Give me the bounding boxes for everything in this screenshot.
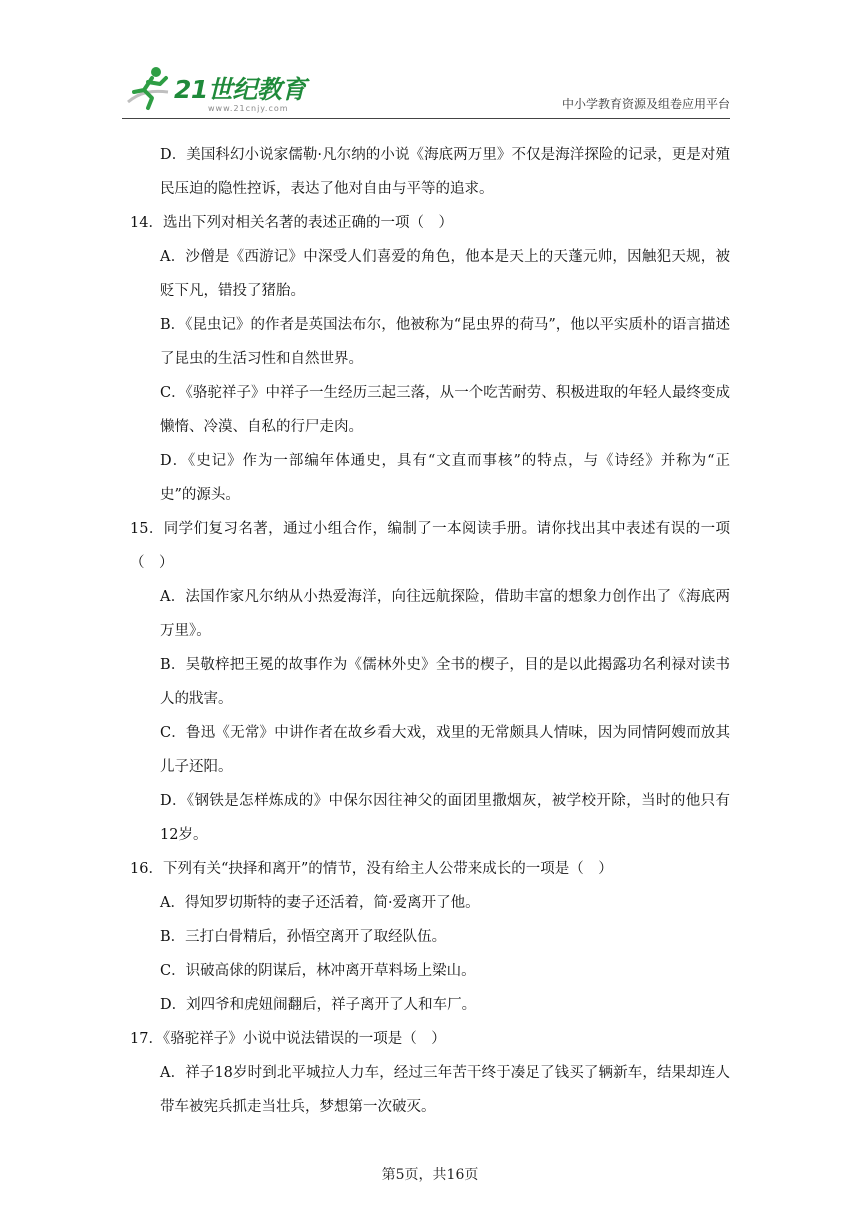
question-14: 14．选出下列对相关名著的表述正确的一项（ ） [130, 215, 453, 231]
question-17: 17．《骆驼祥子》小说中说法错误的一项是（ ） [130, 1031, 446, 1047]
logo [122, 62, 322, 122]
question-15: 15．同学们复习名著，通过小组合作，编制了一本阅读手册。请你找出其中表述有误的一项（ ） [130, 521, 730, 571]
option-15-c: C．鲁迅《无常》中讲作者在故乡看大戏，戏里的无常颇具人情味，因为同情阿嫂而放其儿子还阳。 [160, 725, 730, 775]
page-header [0, 0, 860, 130]
page-number: 第5页，共16页 [381, 1167, 479, 1183]
logo-text: 21世纪教育 [174, 75, 306, 104]
option-16-a: A．得知罗切斯特的妻子还活着，简·爱离开了他。 [160, 895, 480, 911]
option-14-c: C．《骆驼祥子》中祥子一生经历三起三落，从一个吃苦耐劳、积极进取的年轻人最终变成懒惰、冷漠、自私的行尸走肉。 [160, 385, 730, 435]
header-divider [122, 118, 730, 119]
option-13-d: D．美国科幻小说家儒勒·凡尔纳的小说《海底两万里》不仅是海洋探险的记录，更是对殖民压迫的隐性控诉，表达了他对自由与平等的追求。 [160, 147, 730, 197]
option-15-a: A．法国作家凡尔纳从小热爱海洋，向往远航探险，借助丰富的想象力创作出了《海底两万里》。 [160, 589, 730, 639]
question-16: 16．下列有关“抉择和离开”的情节，没有给主人公带来成长的一项是（ ） [130, 861, 613, 877]
option-16-c: C．识破高俅的阴谋后，林冲离开草料场上梁山。 [160, 963, 476, 979]
logo-url: www.21cnjy.com [208, 104, 289, 113]
option-14-d: D．《史记》作为一部编年体通史，具有“文直而事核”的特点，与《诗经》并称为“正史”的源头。 [160, 453, 730, 503]
option-14-b: B．《昆虫记》的作者是英国法布尔，他被称为“昆虫界的荷马”，他以平实质朴的语言描述了昆虫的生活习性和自然世界。 [160, 317, 730, 367]
runner-logo-icon [122, 62, 182, 118]
platform-name: 中小学教育资源及组卷应用平台 [561, 97, 730, 111]
question-content [130, 138, 730, 1124]
option-16-b: B．三打白骨精后，孙悟空离开了取经队伍。 [160, 929, 447, 945]
option-16-d: D．刘四爷和虎妞闹翻后，祥子离开了人和车厂。 [160, 997, 477, 1013]
option-14-a: A．沙僧是《西游记》中深受人们喜爱的角色，他本是天上的天蓬元帅，因触犯天规，被贬下凡，错投了猪胎。 [160, 249, 730, 299]
option-15-d: D．《钢铁是怎样炼成的》中保尔因往神父的面团里撒烟灰，被学校开除，当时的他只有12岁。 [160, 793, 730, 843]
option-17-a: A．祥子18岁时到北平城拉人力车，经过三年苦干终于凑足了钱买了辆新车，结果却连人带车被宪兵抓走当壮兵，梦想第一次破灭。 [160, 1065, 730, 1115]
option-15-b: B．吴敬梓把王冕的故事作为《儒林外史》全书的楔子，目的是以此揭露功名利禄对读书人的戕害。 [160, 657, 730, 707]
